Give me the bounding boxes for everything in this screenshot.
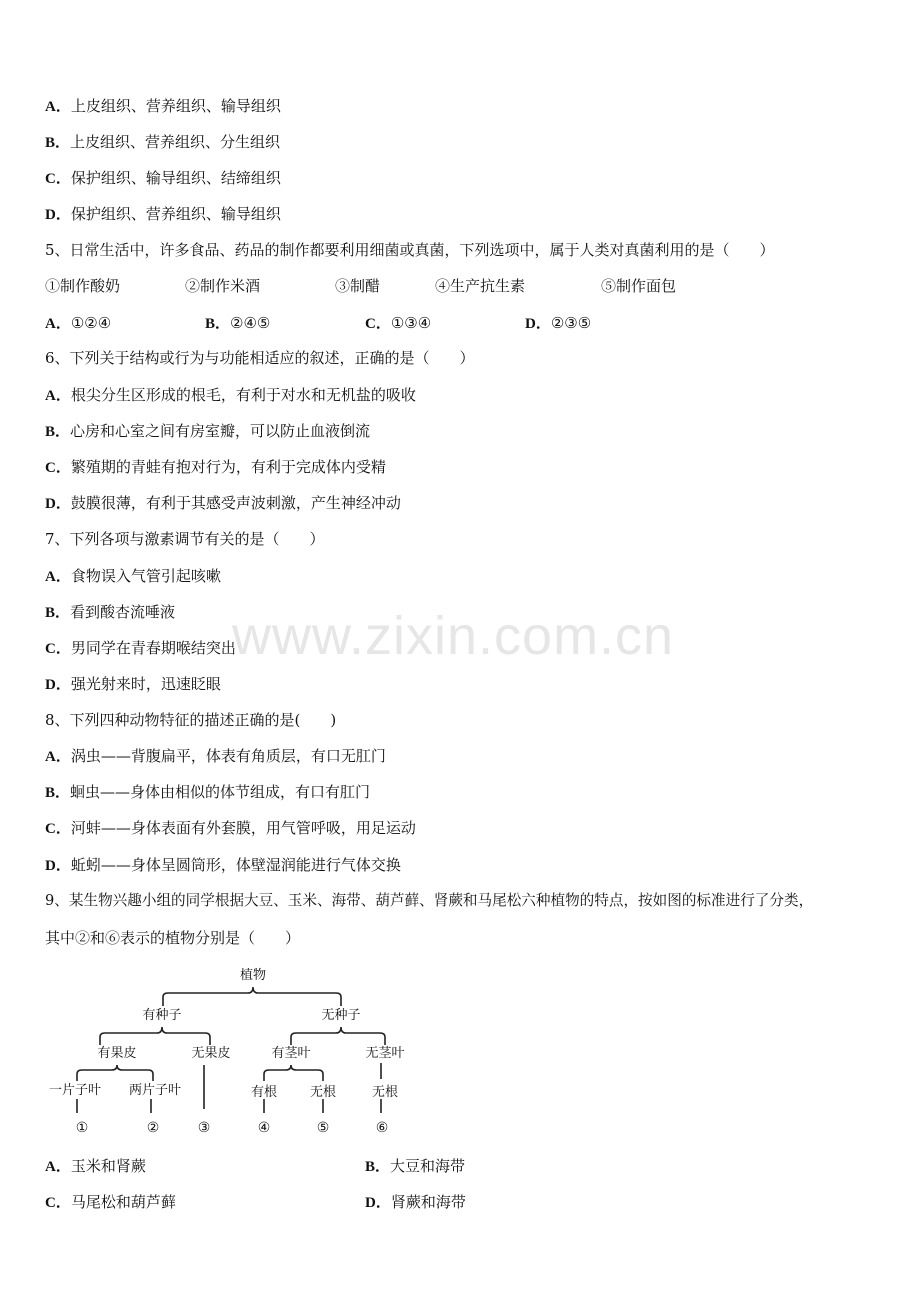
node-no-root-2: 无根 <box>371 1085 399 1100</box>
q7-option-a: A．食物误入气管引起咳嗽 <box>45 567 221 585</box>
watermark: www.zixin.com.cn <box>232 606 675 666</box>
q5-option-d: D．②③⑤ <box>525 314 592 332</box>
leaf-5: ⑤ <box>316 1120 330 1136</box>
q9-option-b: B．大豆和海带 <box>365 1157 466 1175</box>
q9-stem-line1: 9、某生物兴趣小组的同学根据大豆、玉米、海带、葫芦藓、肾蕨和马尾松六种植物的特点，按如图的标准进行了分类， <box>45 892 814 909</box>
q9-option-c: C．马尾松和葫芦藓 <box>45 1193 176 1211</box>
q7-option-b: B．看到酸杏流唾液 <box>45 603 176 621</box>
q5-item-2: ②制作米酒 <box>185 277 261 295</box>
q9-option-d: D．肾蕨和海带 <box>365 1193 466 1211</box>
q5-item-4: ④生产抗生素 <box>435 277 526 295</box>
q4-option-d: D．保护组织、营养组织、输导组织 <box>45 205 281 223</box>
q4-option-a: A．上皮组织、营养组织、输导组织 <box>45 97 281 115</box>
node-two-cotyledons: 两片子叶 <box>128 1083 182 1098</box>
node-has-root: 有根 <box>250 1085 278 1100</box>
leaf-1: ① <box>75 1120 89 1136</box>
node-no-seed: 无种子 <box>321 1008 361 1023</box>
q8-option-d: D．蚯蚓——身体呈圆筒形，体壁湿润能进行气体交换 <box>45 856 401 874</box>
node-no-root-1: 无根 <box>309 1085 337 1100</box>
q7-option-c: C．男同学在青春期喉结突出 <box>45 639 236 657</box>
q7-option-d: D．强光射来时，迅速眨眼 <box>45 675 221 693</box>
q5-option-b: B．②④⑤ <box>205 314 271 332</box>
q8-option-c: C．河蚌——身体表面有外套膜，用气管呼吸，用足运动 <box>45 819 416 837</box>
leaf-2: ② <box>146 1120 160 1136</box>
leaf-4: ④ <box>257 1120 271 1136</box>
node-has-pericarp: 有果皮 <box>97 1046 137 1061</box>
q8-option-a: A．涡虫——背腹扁平，体表有角质层，有口无肛门 <box>45 747 386 765</box>
q8-stem: 8、下列四种动物特征的描述正确的是( ) <box>45 711 337 729</box>
q5-item-5: ⑤制作面包 <box>601 277 677 295</box>
node-no-stem-leaf: 无茎叶 <box>365 1046 405 1061</box>
node-has-seed: 有种子 <box>142 1008 182 1023</box>
node-no-pericarp: 无果皮 <box>191 1046 231 1061</box>
q5-item-3: ③制醋 <box>335 277 381 295</box>
q5-option-a: A．①②④ <box>45 314 112 332</box>
q4-option-c: C．保护组织、输导组织、结缔组织 <box>45 169 281 187</box>
node-plant: 植物 <box>239 968 267 983</box>
q9-stem-line2: 其中②和⑥表示的植物分别是（ ） <box>45 929 301 947</box>
node-one-cotyledon: 一片子叶 <box>48 1083 102 1098</box>
q8-option-b: B．蛔虫——身体由相似的体节组成，有口有肛门 <box>45 783 371 801</box>
q5-item-1: ①制作酸奶 <box>45 277 121 295</box>
node-has-stem-leaf: 有茎叶 <box>271 1046 311 1061</box>
q7-stem: 7、下列各项与激素调节有关的是（ ） <box>45 530 325 548</box>
q6-option-d: D．鼓膜很薄，有利于其感受声波刺激，产生神经冲动 <box>45 494 401 512</box>
q6-stem: 6、下列关于结构或行为与功能相适应的叙述，正确的是（ ） <box>45 349 475 367</box>
q6-option-b: B．心房和心室之间有房室瓣，可以防止血液倒流 <box>45 422 371 440</box>
leaf-3: ③ <box>197 1120 211 1136</box>
q6-option-a: A．根尖分生区形成的根毛，有利于对水和无机盐的吸收 <box>45 386 416 404</box>
classification-diagram <box>0 955 460 1145</box>
q6-option-c: C．繁殖期的青蛙有抱对行为，有利于完成体内受精 <box>45 458 386 476</box>
q4-option-b: B．上皮组织、营养组织、分生组织 <box>45 133 281 151</box>
q5-option-c: C．①③④ <box>365 314 432 332</box>
q9-option-a: A．玉米和肾蕨 <box>45 1157 146 1175</box>
leaf-6: ⑥ <box>375 1120 389 1136</box>
q5-stem: 5、日常生活中，许多食品、药品的制作都要利用细菌或真菌，下列选项中，属于人类对真菌利用的是（ ） <box>45 241 775 259</box>
